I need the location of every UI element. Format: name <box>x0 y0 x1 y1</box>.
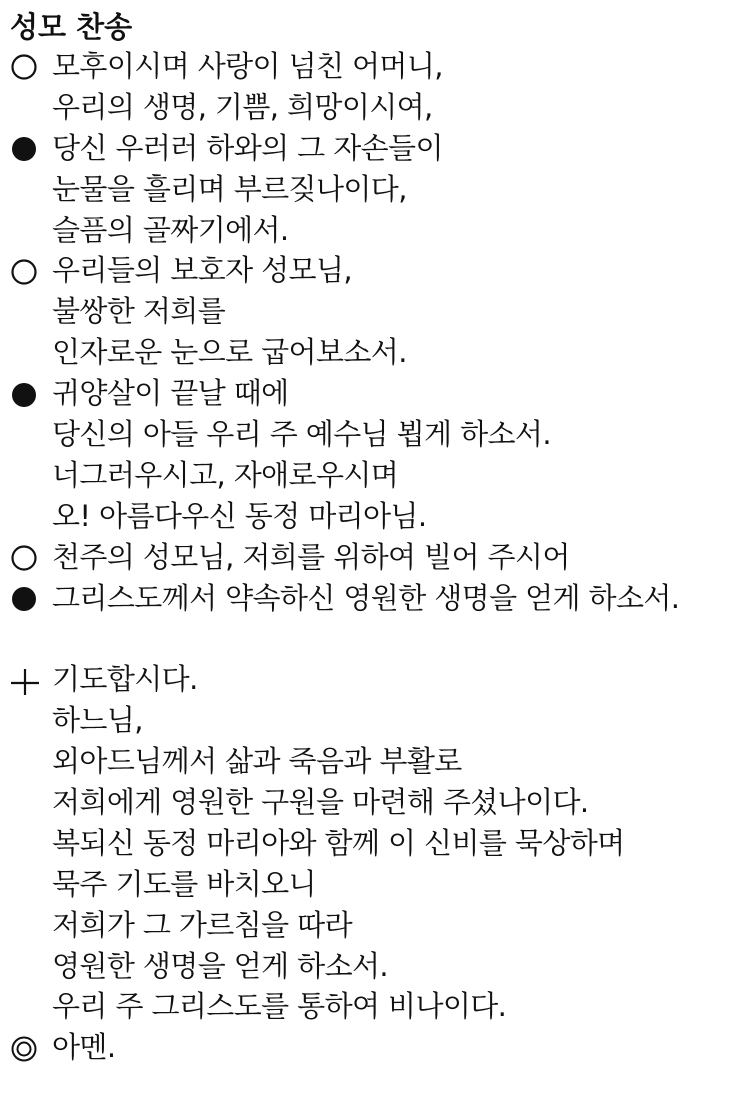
prayer-line <box>10 1027 750 1068</box>
prayer-line <box>10 659 750 700</box>
filled-circle-icon <box>10 373 52 414</box>
verse-text: 귀양살이 끝날 때에 <box>52 376 289 411</box>
prayer-text: 저희에게 영원한 구원을 마련해 주셨나이다. <box>52 785 589 820</box>
verse-text: 당신의 아들 우리 주 예수님 뵙게 하소서. <box>52 417 551 452</box>
prayer-line <box>10 782 750 823</box>
verse-line <box>10 250 750 291</box>
prayer-text: 묵주 기도를 바치오니 <box>52 866 316 901</box>
verse-line <box>10 496 750 537</box>
prayer-text: 우리 주 그리스도를 통하여 비나이다. <box>52 989 507 1024</box>
verse-text: 우리의 생명, 기쁨, 희망이시여, <box>52 89 433 124</box>
prayer-text: 아멘. <box>52 1030 116 1065</box>
verse-text: 당신 우러러 하와의 그 자손들이 <box>52 130 443 165</box>
prayer-text: 영원한 생명을 얻게 하소서. <box>52 948 389 983</box>
verse-line <box>10 87 750 128</box>
verse-text: 인자로운 눈으로 굽어보소서. <box>52 335 407 370</box>
verse-text: 눈물을 흘리며 부르짖나이다, <box>52 171 407 206</box>
prayer-text: 저희가 그 가르침을 따라 <box>52 907 352 942</box>
cross-icon <box>10 659 52 700</box>
verse-line <box>10 578 750 619</box>
hymn-section <box>10 46 750 618</box>
filled-circle-icon <box>10 128 52 169</box>
prayer-text: 하느님, <box>52 703 143 738</box>
verse-text: 슬픔의 골짜기에서. <box>52 212 289 247</box>
verse-line <box>10 373 750 414</box>
verse-text: 천주의 성모님, 저희를 위하여 빌어 주시어 <box>52 539 570 574</box>
verse-text: 오! 아름다우신 동정 마리아님. <box>52 498 427 533</box>
verse-line <box>10 414 750 455</box>
verse-line <box>10 128 750 169</box>
verse-text: 불쌍한 저희를 <box>52 294 226 329</box>
double-circle-icon <box>10 1027 52 1068</box>
document <box>10 8 750 1068</box>
prayer-section <box>10 659 750 1068</box>
open-circle-icon <box>10 537 52 578</box>
verse-text: 모후이시며 사랑이 넘친 어머니, <box>52 49 443 83</box>
page-title: 성모 찬송 <box>10 10 133 44</box>
open-circle-icon <box>10 250 52 291</box>
section-spacer <box>10 618 750 659</box>
verse-line <box>10 455 750 496</box>
open-circle-icon <box>10 46 52 87</box>
verse-line <box>10 537 750 578</box>
prayer-text: 복되신 동정 마리아와 함께 이 신비를 묵상하며 <box>52 825 625 860</box>
verse-text: 그리스도께서 약속하신 영원한 생명을 얻게 하소서. <box>52 580 680 615</box>
prayer-line <box>10 864 750 905</box>
verse-line <box>10 210 750 251</box>
prayer-text: 기도합시다. <box>52 662 198 697</box>
prayer-line <box>10 823 750 864</box>
prayer-text: 외아드님께서 삶과 죽음과 부활로 <box>52 744 462 779</box>
prayer-line <box>10 986 750 1027</box>
prayer-line <box>10 700 750 741</box>
verse-line <box>10 332 750 373</box>
verse-text: 너그러우시고, 자애로우시며 <box>52 457 399 492</box>
prayer-line <box>10 741 750 782</box>
filled-circle-icon <box>10 578 52 619</box>
verse-line <box>10 46 750 87</box>
verse-text: 우리들의 보호자 성모님, <box>52 253 352 288</box>
verse-line <box>10 169 750 210</box>
prayer-line <box>10 905 750 946</box>
verse-line <box>10 291 750 332</box>
prayer-line <box>10 946 750 987</box>
